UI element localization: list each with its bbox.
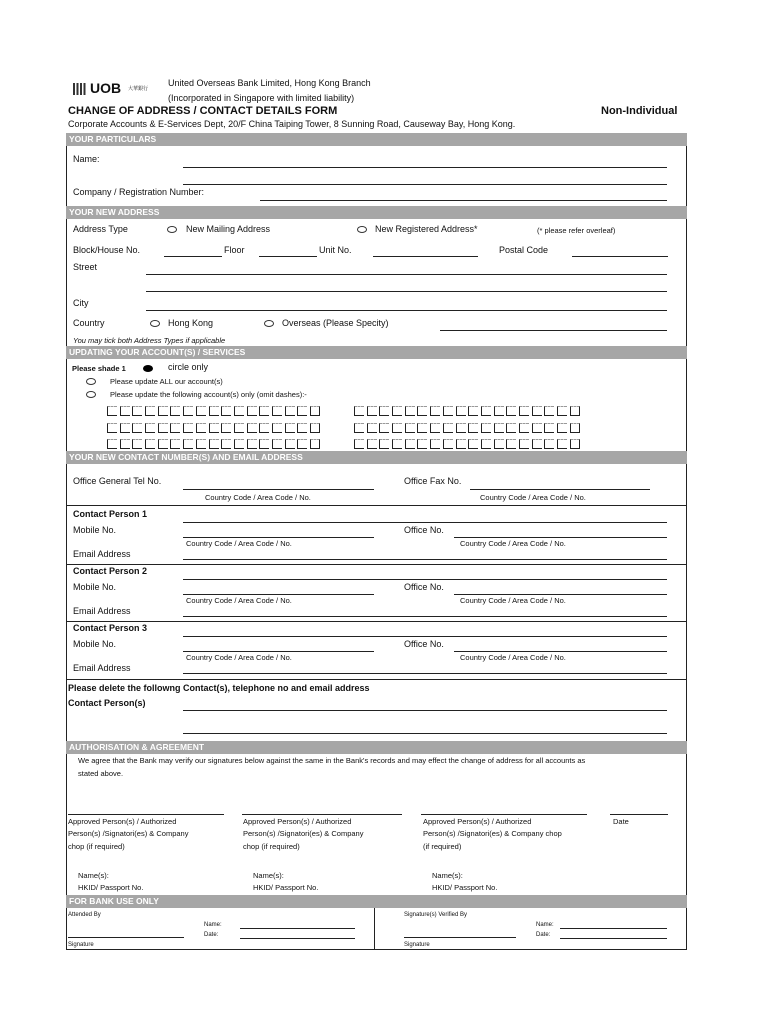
contact-person-2-mobile-label: Mobile No. [73, 582, 117, 592]
account-number-row [107, 406, 323, 416]
form-title: CHANGE OF ADDRESS / CONTACT DETAILS FORM [68, 105, 338, 117]
account-digit-box[interactable] [158, 406, 168, 416]
account-digit-box[interactable] [532, 406, 542, 416]
approved-c2: Person(s) /Signatori(es) & Company chop [423, 829, 562, 838]
account-digit-box[interactable] [310, 406, 320, 416]
account-digit-box[interactable] [443, 406, 453, 416]
floor-input-line[interactable] [259, 256, 317, 257]
account-digit-box[interactable] [183, 439, 193, 449]
street-input-line-2[interactable] [146, 291, 667, 292]
account-digit-box[interactable] [196, 406, 206, 416]
contact-person-1-email-line[interactable] [183, 559, 667, 560]
contact-person-3-title: Contact Person 3 [73, 623, 148, 633]
verified-date-line[interactable] [560, 938, 667, 939]
account-digit-box[interactable] [132, 406, 142, 416]
hkid-a: HKID/ Passport No. [78, 883, 144, 892]
company-input-line[interactable] [260, 200, 667, 201]
account-digit-box[interactable] [196, 423, 206, 433]
attended-date-line[interactable] [240, 938, 355, 939]
account-digit-box[interactable] [247, 406, 257, 416]
signature-line-b[interactable] [242, 814, 402, 815]
account-digit-box[interactable] [259, 406, 269, 416]
names-a: Name(s): [78, 871, 109, 880]
attended-signature-label: Signature [68, 942, 94, 948]
verified-date-label: Date: [536, 932, 551, 938]
names-c: Name(s): [432, 871, 463, 880]
account-digit-box[interactable] [443, 439, 453, 449]
account-digit-box[interactable] [481, 439, 491, 449]
account-digit-box[interactable] [259, 423, 269, 433]
account-digit-box[interactable] [544, 423, 554, 433]
contact-person-1-mobile-hint: Country Code / Area Code / No. [186, 539, 292, 548]
verified-signature-line[interactable] [404, 937, 516, 938]
account-digit-box[interactable] [379, 406, 389, 416]
contact-person-2-office-hint: Country Code / Area Code / No. [460, 596, 566, 605]
overseas-label: Overseas (Please Specity) [282, 318, 389, 328]
hong-kong-radio[interactable] [150, 320, 160, 327]
approved-b3: chop (if required) [243, 842, 300, 851]
city-input-line[interactable] [146, 310, 667, 311]
account-digit-box[interactable] [297, 423, 307, 433]
account-digit-box[interactable] [405, 439, 415, 449]
postal-label: Postal Code [499, 245, 549, 255]
registered-radio[interactable] [357, 226, 367, 233]
contact-person-1-mobile-line[interactable] [183, 522, 667, 523]
contact-person-1-office-label: Office No. [404, 525, 444, 535]
account-digit-box[interactable] [367, 406, 377, 416]
contact-person-2-mobile-hint: Country Code / Area Code / No. [186, 596, 292, 605]
hkid-c: HKID/ Passport No. [432, 883, 498, 892]
mailing-label: New Mailing Address [186, 224, 271, 234]
account-digit-box[interactable] [221, 406, 231, 416]
account-digit-box[interactable] [221, 423, 231, 433]
account-digit-box[interactable] [481, 423, 491, 433]
account-digit-box[interactable] [234, 439, 244, 449]
contact-person-3-mobile-line[interactable] [183, 636, 667, 637]
account-digit-box[interactable] [557, 423, 567, 433]
account-digit-box[interactable] [107, 439, 117, 449]
approved-a2: Person(s) /Signatori(es) & Company [68, 829, 189, 838]
form-type: Non-Individual [601, 105, 678, 117]
account-digit-box[interactable] [417, 439, 427, 449]
account-digit-box[interactable] [354, 406, 364, 416]
attended-by-label: Attended By [68, 912, 101, 918]
account-digit-box[interactable] [209, 406, 219, 416]
section-authorisation: AUTHORISATION & AGREEMENT [66, 741, 687, 754]
overseas-input-line[interactable] [440, 330, 667, 331]
verified-name-label: Name: [536, 922, 554, 928]
account-digit-box[interactable] [367, 439, 377, 449]
office-fax-label: Office Fax No. [404, 476, 462, 486]
border-right [686, 146, 687, 950]
block-label: Block/House No. [73, 245, 141, 255]
verified-name-line[interactable] [560, 928, 667, 929]
names-b: Name(s): [253, 871, 284, 880]
delete-label: Please delete the followng Contact(s), telephone no and email address [68, 683, 370, 693]
contact-person-1-mobile-label: Mobile No. [73, 525, 117, 535]
account-digit-box[interactable] [247, 439, 257, 449]
account-digit-box[interactable] [120, 406, 130, 416]
account-digit-box[interactable] [120, 439, 130, 449]
account-digit-box[interactable] [158, 439, 168, 449]
account-digit-box[interactable] [468, 406, 478, 416]
contact-persons-label: Contact Person(s) [68, 698, 146, 708]
contact-person-2-mobile-line[interactable] [183, 579, 667, 580]
office-fax-input-line[interactable] [470, 489, 650, 490]
contact-person-2-office-label: Office No. [404, 582, 444, 592]
account-number-row [354, 406, 582, 416]
account-digit-box[interactable] [392, 423, 402, 433]
account-digit-box[interactable] [145, 406, 155, 416]
account-digit-box[interactable] [247, 423, 257, 433]
hong-kong-label: Hong Kong [168, 318, 214, 328]
contact-person-1-email-label: Email Address [73, 549, 131, 559]
tick-note: You may tick both Address Types if applicable [73, 336, 226, 345]
account-digit-box[interactable] [532, 439, 542, 449]
attended-signature-line[interactable] [68, 937, 184, 938]
attended-name-label: Name: [204, 922, 222, 928]
account-digit-box[interactable] [519, 406, 529, 416]
name-input-line-2[interactable] [183, 184, 667, 185]
office-tel-code-hint: Country Code / Area Code / No. [205, 493, 311, 502]
logo-text: UOB [90, 80, 122, 96]
company-label: Company / Registration Number: [73, 187, 205, 197]
following-accounts-label: Please update the following account(s) only (omit dashes):- [110, 390, 307, 399]
account-number-row [354, 423, 582, 433]
mailing-radio[interactable] [167, 226, 177, 233]
account-digit-box[interactable] [570, 423, 580, 433]
street-input-line-1[interactable] [146, 274, 667, 275]
account-digit-box[interactable] [494, 406, 504, 416]
floor-label: Floor [224, 245, 245, 255]
account-digit-box[interactable] [196, 439, 206, 449]
account-digit-box[interactable] [392, 439, 402, 449]
account-digit-box[interactable] [570, 406, 580, 416]
account-digit-box[interactable] [379, 423, 389, 433]
account-digit-box[interactable] [209, 423, 219, 433]
account-digit-box[interactable] [234, 423, 244, 433]
account-digit-box[interactable] [145, 439, 155, 449]
account-digit-box[interactable] [392, 406, 402, 416]
approved-a1: Approved Person(s) / Authorized [68, 817, 177, 826]
account-digit-box[interactable] [532, 423, 542, 433]
section-contact: YOUR NEW CONTACT NUMBER(S) AND EMAIL ADDRESS [66, 451, 687, 464]
account-digit-box[interactable] [544, 406, 554, 416]
account-digit-box[interactable] [468, 439, 478, 449]
contact-person-3-mobile-hint: Country Code / Area Code / No. [186, 653, 292, 662]
account-digit-box[interactable] [494, 439, 504, 449]
account-digit-box[interactable] [506, 439, 516, 449]
approved-c1: Approved Person(s) / Authorized [423, 817, 532, 826]
account-digit-box[interactable] [379, 439, 389, 449]
following-accounts-radio[interactable] [86, 391, 96, 398]
form-bottom-border [66, 949, 687, 950]
section-address: YOUR NEW ADDRESS [66, 206, 687, 219]
address-type-label: Address Type [73, 224, 128, 234]
account-digit-box[interactable] [443, 423, 453, 433]
account-digit-box[interactable] [310, 439, 320, 449]
account-digit-box[interactable] [417, 406, 427, 416]
approved-b1: Approved Person(s) / Authorized [243, 817, 352, 826]
signature-line-a[interactable] [68, 814, 224, 815]
contact-person-1-office-hint: Country Code / Area Code / No. [460, 539, 566, 548]
approved-c3: (if required) [423, 842, 462, 851]
all-accounts-radio[interactable] [86, 378, 96, 385]
account-digit-box[interactable] [297, 406, 307, 416]
contact-divider-3 [66, 621, 687, 622]
account-digit-box[interactable] [170, 439, 180, 449]
account-digit-box[interactable] [367, 423, 377, 433]
approved-b2: Person(s) /Signatori(es) & Company [243, 829, 364, 838]
agreement-text-2: stated above. [78, 769, 124, 778]
account-digit-box[interactable] [430, 423, 440, 433]
name-input-line-1[interactable] [183, 167, 667, 168]
account-number-row [107, 439, 323, 449]
city-label: City [73, 298, 89, 308]
delete-input-line-2[interactable] [183, 733, 667, 734]
dept-address: Corporate Accounts & E-Services Dept, 20/F China Taiping Tower, 8 Sunning Road, Causeway Bay, Hong Kong. [68, 119, 516, 129]
shade-example-icon [143, 365, 153, 372]
block-input-line[interactable] [164, 256, 222, 257]
delete-divider [66, 679, 687, 680]
verified-signature-label: Signature [404, 942, 430, 948]
account-digit-box[interactable] [481, 406, 491, 416]
account-digit-box[interactable] [430, 439, 440, 449]
contact-person-1-title: Contact Person 1 [73, 509, 148, 519]
account-digit-box[interactable] [456, 423, 466, 433]
circle-only-label: circle only [168, 362, 209, 372]
section-accounts: UPDATING YOUR ACCOUNT(S) / SERVICES [66, 346, 687, 359]
contact-person-3-mobile-label: Mobile No. [73, 639, 117, 649]
account-digit-box[interactable] [506, 406, 516, 416]
all-accounts-label: Please update ALL our account(s) [110, 377, 223, 386]
account-digit-box[interactable] [417, 423, 427, 433]
account-digit-box[interactable] [107, 406, 117, 416]
unit-input-line[interactable] [373, 256, 478, 257]
account-digit-box[interactable] [285, 406, 295, 416]
account-digit-box[interactable] [468, 423, 478, 433]
account-digit-box[interactable] [519, 423, 529, 433]
account-number-row [354, 439, 582, 449]
logo-mark-icon [73, 83, 87, 95]
unit-label: Unit No. [319, 245, 352, 255]
account-digit-box[interactable] [259, 439, 269, 449]
account-digit-box[interactable] [544, 439, 554, 449]
contact-divider-1 [66, 505, 687, 506]
logo-chinese: 大華銀行 [128, 86, 149, 92]
contact-person-3-email-line[interactable] [183, 673, 667, 674]
section-particulars: YOUR PARTICULARS [66, 133, 687, 146]
agreement-text-1: We agree that the Bank may verify our signatures below against the same in the Bank's records and may effect the change of address for all accounts as [78, 756, 586, 765]
office-tel-input-line[interactable] [183, 489, 374, 490]
account-digit-box[interactable] [506, 423, 516, 433]
account-digit-box[interactable] [209, 439, 219, 449]
account-digit-box[interactable] [234, 406, 244, 416]
account-digit-box[interactable] [557, 406, 567, 416]
account-digit-box[interactable] [272, 406, 282, 416]
signature-line-c[interactable] [421, 814, 587, 815]
incorporated-note: (Incorporated in Singapore with limited liability) [168, 93, 355, 103]
attended-date-label: Date: [204, 932, 219, 938]
account-digit-box[interactable] [158, 423, 168, 433]
account-digit-box[interactable] [183, 423, 193, 433]
account-digit-box[interactable] [430, 406, 440, 416]
attended-name-line[interactable] [240, 928, 355, 929]
account-digit-box[interactable] [519, 439, 529, 449]
contact-divider-2 [66, 564, 687, 565]
shade-label: Please shade 1 [72, 364, 126, 373]
account-digit-box[interactable] [272, 423, 282, 433]
account-digit-box[interactable] [132, 423, 142, 433]
date-label: Date [613, 817, 629, 826]
street-label: Street [73, 262, 98, 272]
office-fax-code-hint: Country Code / Area Code / No. [480, 493, 586, 502]
contact-person-2-title: Contact Person 2 [73, 566, 148, 576]
account-digit-box[interactable] [456, 406, 466, 416]
account-digit-box[interactable] [405, 423, 415, 433]
account-digit-box[interactable] [107, 423, 117, 433]
section-bank-use: FOR BANK USE ONLY [66, 895, 687, 908]
overseas-radio[interactable] [264, 320, 274, 327]
account-digit-box[interactable] [405, 406, 415, 416]
account-digit-box[interactable] [132, 439, 142, 449]
approved-a3: chop (if required) [68, 842, 125, 851]
account-digit-box[interactable] [170, 406, 180, 416]
account-digit-box[interactable] [494, 423, 504, 433]
contact-person-2-email-line[interactable] [183, 616, 667, 617]
verified-by-label: Signature(s) Verified By [404, 912, 468, 918]
office-tel-label: Office General Tel No. [73, 476, 162, 486]
account-digit-box[interactable] [285, 439, 295, 449]
delete-input-line-1[interactable] [183, 710, 667, 711]
contact-person-3-office-label: Office No. [404, 639, 444, 649]
postal-input-line[interactable] [572, 256, 668, 257]
border-left [66, 146, 67, 950]
bank-name: United Overseas Bank Limited, Hong Kong Branch [168, 78, 371, 88]
account-digit-box[interactable] [170, 423, 180, 433]
contact-person-2-email-label: Email Address [73, 606, 131, 616]
contact-person-3-office-hint: Country Code / Area Code / No. [460, 653, 566, 662]
account-digit-box[interactable] [297, 439, 307, 449]
account-digit-box[interactable] [354, 439, 364, 449]
country-label: Country [73, 318, 105, 328]
registered-label: New Registered Address* [375, 224, 478, 234]
account-digit-box[interactable] [456, 439, 466, 449]
refer-note: (* please refer overleaf) [537, 226, 616, 235]
account-digit-box[interactable] [272, 439, 282, 449]
account-digit-box[interactable] [570, 439, 580, 449]
account-digit-box[interactable] [120, 423, 130, 433]
hkid-b: HKID/ Passport No. [253, 883, 319, 892]
account-digit-box[interactable] [145, 423, 155, 433]
account-number-row [107, 423, 323, 433]
account-digit-box[interactable] [557, 439, 567, 449]
account-digit-box[interactable] [285, 423, 295, 433]
date-line[interactable] [610, 814, 668, 815]
account-digit-box[interactable] [354, 423, 364, 433]
name-label: Name: [73, 154, 100, 164]
account-digit-box[interactable] [183, 406, 193, 416]
account-digit-box[interactable] [310, 423, 320, 433]
account-digit-box[interactable] [221, 439, 231, 449]
contact-person-3-email-label: Email Address [73, 663, 131, 673]
bank-use-divider [374, 908, 375, 950]
